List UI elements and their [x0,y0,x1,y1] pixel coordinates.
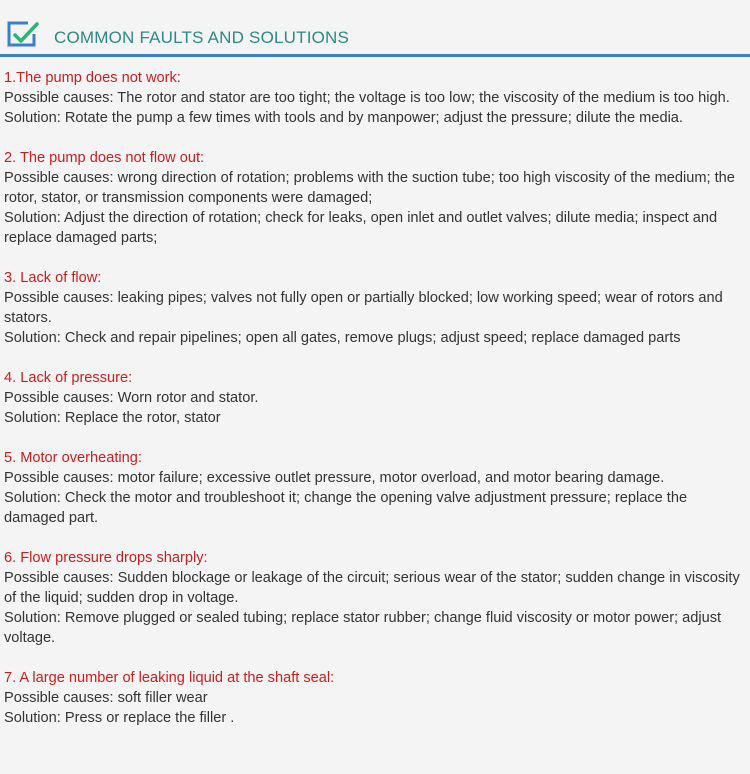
fault-causes: Possible causes: wrong direction of rotation; problems with the suction tube; too high viscosity of the medium; the rotor, stator, or transmission components were damaged; [4,170,735,206]
fault-title: 3. Lack of flow: [4,270,102,286]
fault-title: 5. Motor overheating: [4,450,142,466]
fault-solution: Solution: Replace the rotor, stator [4,410,221,426]
page-title: COMMON FAULTS AND SOLUTIONS [54,28,350,47]
fault-solution: Solution: Press or replace the filler . [4,710,235,726]
fault-item [4,268,748,348]
fault-item [4,368,748,428]
faults-list [4,68,748,748]
fault-causes: Possible causes: leaking pipes; valves not fully open or partially blocked; low working speed; wear of rotors and stators. [4,290,723,326]
fault-solution: Solution: Adjust the direction of rotation; check for leaks, open inlet and outlet valves; dilute media; inspect and replace damaged parts; [4,210,718,246]
fault-title: 2. The pump does not flow out: [4,150,205,166]
header-divider [0,54,750,57]
fault-title: 6. Flow pressure drops sharply: [4,550,208,566]
fault-item [4,68,748,128]
checkmark-box-logo-icon [6,20,40,48]
fault-causes: Possible causes: motor failure; excessive outlet pressure, motor overload, and motor bearing damage. [4,470,665,486]
fault-title: 4. Lack of pressure: [4,370,133,386]
fault-item [4,448,748,528]
fault-solution: Solution: Remove plugged or sealed tubing; replace stator rubber; change fluid viscosity or motor power; adjust voltage. [4,610,722,646]
page-header [0,0,750,58]
fault-title: 7. A large number of leaking liquid at the shaft seal: [4,670,335,686]
fault-causes: Possible causes: Worn rotor and stator. [4,390,259,406]
fault-solution: Solution: Check and repair pipelines; open all gates, remove plugs; adjust speed; replace damaged parts [4,330,681,346]
fault-solution: Solution: Check the motor and troubleshoot it; change the opening valve adjustment pressure; replace the damaged part. [4,490,688,526]
fault-item [4,148,748,248]
fault-item [4,548,748,648]
fault-title: 1.The pump does not work: [4,70,181,86]
fault-causes: Possible causes: soft filler wear [4,690,208,706]
fault-causes: Possible causes: The rotor and stator are too tight; the voltage is too low; the viscosity of the medium is too high. [4,90,730,106]
fault-item [4,668,748,728]
fault-causes: Possible causes: Sudden blockage or leakage of the circuit; serious wear of the stator; sudden change in viscosity of the liquid; sudden drop in voltage. [4,570,740,606]
fault-solution: Solution: Rotate the pump a few times with tools and by manpower; adjust the pressure; dilute the media. [4,110,683,126]
